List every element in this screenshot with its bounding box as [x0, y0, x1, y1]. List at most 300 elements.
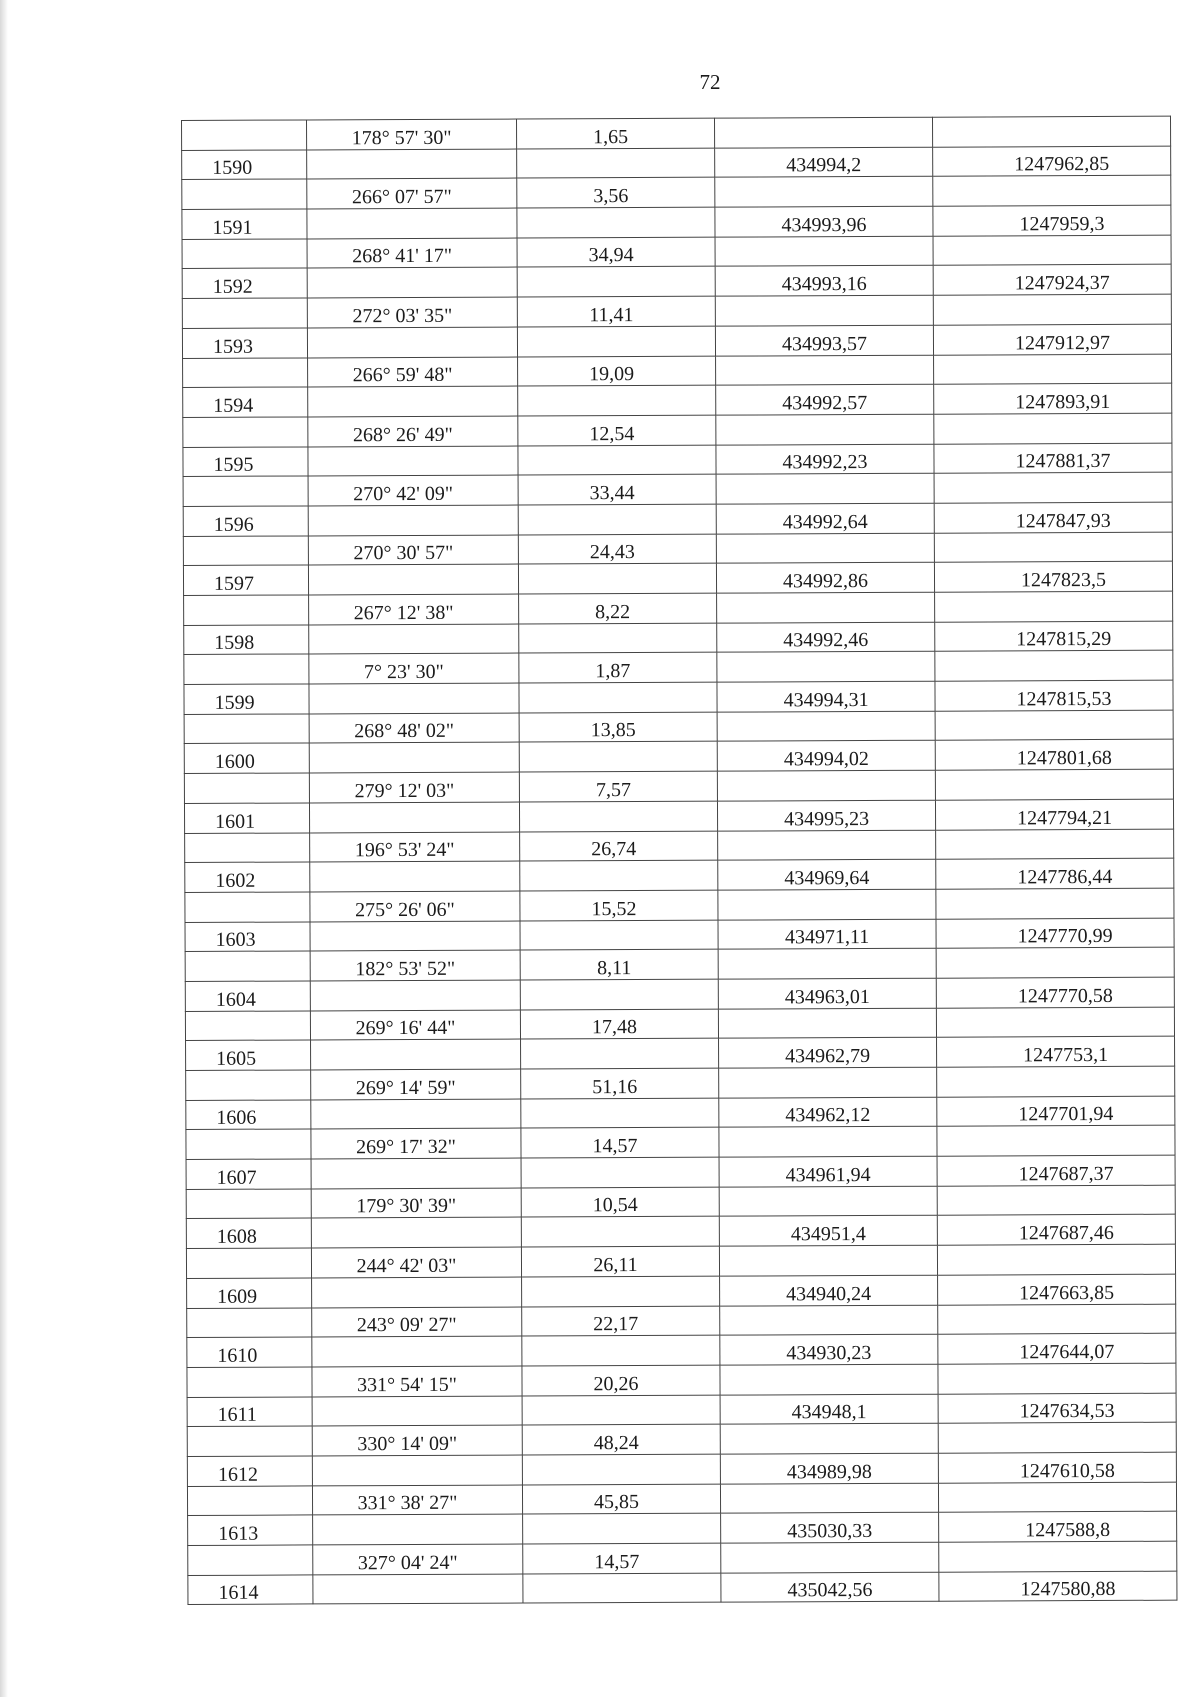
point-row	[186, 1155, 1175, 1189]
distance-cell	[520, 979, 718, 1010]
y-coordinate-cell: 1247634,53	[938, 1393, 1176, 1424]
direction-angle-cell	[308, 446, 518, 477]
distance-cell: 48,24	[522, 1424, 720, 1455]
direction-angle-cell	[311, 1217, 521, 1248]
direction-angle-cell	[313, 1574, 523, 1605]
point-row	[187, 1393, 1176, 1427]
point-row	[183, 502, 1172, 536]
distance-cell: 14,57	[521, 1128, 719, 1159]
point-cell	[185, 1011, 310, 1041]
point-number-cell: 1596	[183, 506, 308, 536]
y-coordinate-cell	[937, 1185, 1175, 1216]
segment-row	[183, 354, 1172, 388]
x-coordinate-cell: 435030,33	[721, 1513, 939, 1544]
distance-cell: 8,22	[519, 593, 717, 624]
coordinates-table-container	[181, 116, 1176, 1606]
y-coordinate-cell	[936, 947, 1174, 978]
y-coordinate-cell	[938, 1482, 1176, 1513]
segment-row	[183, 532, 1172, 566]
y-coordinate-cell	[935, 591, 1173, 622]
y-coordinate-cell	[937, 1126, 1175, 1157]
y-coordinate-cell: 1247687,37	[937, 1155, 1175, 1186]
segment-row	[183, 472, 1172, 506]
y-coordinate-cell	[932, 116, 1170, 147]
x-coordinate-cell: 435042,56	[721, 1572, 939, 1603]
point-row	[186, 1096, 1175, 1130]
distance-cell: 15,52	[520, 890, 718, 921]
x-coordinate-cell: 434962,79	[719, 1038, 937, 1069]
y-coordinate-cell	[936, 1007, 1174, 1038]
segment-row	[186, 1126, 1175, 1160]
direction-angle-cell: 266° 59' 48"	[308, 357, 518, 388]
x-coordinate-cell: 434989,98	[720, 1453, 938, 1484]
distance-cell	[518, 385, 716, 416]
y-coordinate-cell: 1247893,91	[934, 383, 1172, 414]
direction-angle-cell	[310, 980, 520, 1011]
segment-row	[185, 1007, 1174, 1041]
distance-cell	[522, 1276, 720, 1307]
distance-cell	[519, 682, 717, 713]
distance-cell: 51,16	[521, 1068, 719, 1099]
point-cell	[183, 476, 308, 506]
x-coordinate-cell: 434930,23	[720, 1334, 938, 1365]
point-row	[184, 621, 1173, 655]
x-coordinate-cell: 434992,64	[716, 503, 934, 534]
point-row	[183, 383, 1172, 417]
y-coordinate-cell: 1247610,58	[938, 1452, 1176, 1483]
point-number-cell: 1613	[188, 1515, 313, 1545]
page-number: 72	[699, 70, 721, 94]
x-coordinate-cell	[716, 533, 934, 564]
point-cell	[187, 1426, 312, 1456]
direction-angle-cell	[311, 1099, 521, 1130]
segment-row	[187, 1304, 1176, 1338]
point-cell	[182, 120, 307, 150]
distance-cell: 34,94	[517, 237, 715, 268]
direction-angle-cell: 267° 12' 38"	[309, 594, 519, 625]
y-coordinate-cell	[934, 413, 1172, 444]
direction-angle-cell	[311, 1039, 521, 1070]
x-coordinate-cell	[720, 1423, 938, 1454]
direction-angle-cell: 275° 26' 06"	[310, 891, 520, 922]
distance-cell: 26,74	[520, 831, 718, 862]
direction-angle-cell: 243° 09' 27"	[312, 1307, 522, 1338]
distance-cell	[521, 1038, 719, 1069]
point-cell	[183, 417, 308, 447]
y-coordinate-cell: 1247847,93	[934, 502, 1172, 533]
direction-angle-cell	[307, 267, 517, 298]
distance-cell	[521, 1217, 719, 1248]
x-coordinate-cell	[719, 1245, 937, 1276]
distance-cell	[522, 1335, 720, 1366]
distance-cell	[523, 1573, 721, 1604]
point-number-cell: 1590	[182, 150, 307, 180]
direction-angle-cell	[312, 1455, 522, 1486]
distance-cell: 13,85	[519, 712, 717, 743]
distance-cell	[519, 742, 717, 773]
point-cell	[186, 1248, 311, 1278]
point-number-cell: 1592	[182, 268, 307, 298]
segment-row	[186, 1066, 1175, 1100]
x-coordinate-cell	[720, 1305, 938, 1336]
x-coordinate-cell: 434963,01	[718, 978, 936, 1009]
point-row	[185, 918, 1174, 952]
x-coordinate-cell: 434992,57	[716, 384, 934, 415]
y-coordinate-cell: 1247815,29	[935, 621, 1173, 652]
point-cell	[185, 832, 310, 862]
x-coordinate-cell	[717, 592, 935, 623]
direction-angle-cell	[309, 683, 519, 714]
y-coordinate-cell	[937, 1244, 1175, 1275]
point-number-cell: 1598	[184, 625, 309, 655]
direction-angle-cell	[308, 505, 518, 536]
point-number-cell: 1614	[188, 1575, 313, 1605]
point-number-cell: 1611	[187, 1397, 312, 1427]
x-coordinate-cell	[719, 1067, 937, 1098]
direction-angle-cell: 272° 03' 35"	[307, 297, 517, 328]
point-row	[182, 265, 1171, 299]
direction-angle-cell	[313, 1514, 523, 1545]
distance-cell	[521, 1098, 719, 1129]
distance-cell	[520, 860, 718, 891]
distance-cell: 1,65	[516, 118, 714, 149]
y-coordinate-cell	[935, 710, 1173, 741]
y-coordinate-cell	[933, 176, 1171, 207]
x-coordinate-cell: 434969,64	[718, 859, 936, 890]
direction-angle-cell: 269° 14' 59"	[311, 1069, 521, 1100]
direction-angle-cell	[312, 1336, 522, 1367]
direction-angle-cell: 331° 54' 15"	[312, 1366, 522, 1397]
y-coordinate-cell: 1247753,1	[937, 1036, 1175, 1067]
x-coordinate-cell	[721, 1542, 939, 1573]
x-coordinate-cell: 434994,31	[717, 681, 935, 712]
segment-row	[188, 1541, 1177, 1575]
distance-cell	[517, 267, 715, 298]
y-coordinate-cell	[934, 532, 1172, 563]
x-coordinate-cell: 434993,16	[715, 266, 933, 297]
direction-angle-cell	[308, 564, 518, 595]
point-cell	[182, 298, 307, 328]
y-coordinate-cell	[935, 651, 1173, 682]
point-cell	[184, 773, 309, 803]
point-cell	[188, 1545, 313, 1575]
point-number-cell: 1593	[182, 328, 307, 358]
x-coordinate-cell: 434962,12	[719, 1097, 937, 1128]
point-row	[182, 146, 1171, 180]
x-coordinate-cell	[720, 1364, 938, 1395]
direction-angle-cell	[307, 149, 517, 180]
point-number-cell: 1604	[185, 981, 310, 1011]
y-coordinate-cell	[938, 1304, 1176, 1335]
coordinates-table-body	[182, 116, 1177, 1605]
point-row	[184, 799, 1173, 833]
point-number-cell: 1591	[182, 209, 307, 239]
point-cell	[186, 1070, 311, 1100]
segment-row	[187, 1482, 1176, 1516]
x-coordinate-cell	[719, 1186, 937, 1217]
distance-cell: 14,57	[523, 1543, 721, 1574]
y-coordinate-cell: 1247687,46	[937, 1215, 1175, 1246]
distance-cell: 1,87	[519, 653, 717, 684]
point-number-cell: 1595	[183, 447, 308, 477]
point-row	[182, 324, 1171, 358]
x-coordinate-cell: 434948,1	[720, 1394, 938, 1425]
point-number-cell: 1607	[186, 1159, 311, 1189]
point-row	[182, 205, 1171, 239]
distance-cell	[520, 920, 718, 951]
point-cell	[187, 1367, 312, 1397]
x-coordinate-cell: 434971,11	[718, 919, 936, 950]
x-coordinate-cell	[716, 355, 934, 386]
point-row	[186, 1215, 1175, 1249]
distance-cell	[519, 623, 717, 654]
segment-row	[184, 769, 1173, 803]
direction-angle-cell: 268° 26' 49"	[308, 416, 518, 447]
segment-row	[184, 591, 1173, 625]
distance-cell: 24,43	[518, 534, 716, 565]
y-coordinate-cell: 1247823,5	[934, 561, 1172, 592]
direction-angle-cell: 178° 57' 30"	[307, 119, 517, 150]
direction-angle-cell: 196° 53' 24"	[310, 832, 520, 863]
distance-cell	[517, 207, 715, 238]
y-coordinate-cell	[938, 1363, 1176, 1394]
point-row	[185, 977, 1174, 1011]
y-coordinate-cell	[935, 769, 1173, 800]
direction-angle-cell	[309, 802, 519, 833]
direction-angle-cell	[307, 327, 517, 358]
x-coordinate-cell	[714, 117, 932, 148]
distance-cell	[522, 1395, 720, 1426]
y-coordinate-cell	[938, 1422, 1176, 1453]
segment-row	[187, 1422, 1176, 1456]
point-row	[188, 1571, 1177, 1605]
point-number-cell: 1608	[186, 1218, 311, 1248]
distance-cell: 20,26	[522, 1365, 720, 1396]
x-coordinate-cell	[719, 1127, 937, 1158]
x-coordinate-cell: 434992,46	[717, 622, 935, 653]
coordinates-table	[181, 116, 1177, 1606]
y-coordinate-cell	[934, 354, 1172, 385]
point-number-cell: 1606	[186, 1100, 311, 1130]
y-coordinate-cell	[939, 1541, 1177, 1572]
x-coordinate-cell	[716, 414, 934, 445]
x-coordinate-cell	[715, 295, 933, 326]
y-coordinate-cell: 1247701,94	[937, 1096, 1175, 1127]
y-coordinate-cell: 1247924,37	[933, 265, 1171, 296]
x-coordinate-cell	[717, 711, 935, 742]
point-cell	[186, 1129, 311, 1159]
distance-cell	[521, 1157, 719, 1188]
distance-cell	[518, 504, 716, 535]
x-coordinate-cell: 434994,2	[715, 147, 933, 178]
distance-cell	[522, 1454, 720, 1485]
segment-row	[182, 294, 1171, 328]
segment-row	[185, 829, 1174, 863]
point-cell	[184, 595, 309, 625]
point-number-cell: 1594	[183, 387, 308, 417]
x-coordinate-cell: 434951,4	[719, 1216, 937, 1247]
x-coordinate-cell: 434961,94	[719, 1156, 937, 1187]
segment-row	[184, 710, 1173, 744]
direction-angle-cell: 179° 30' 39"	[311, 1188, 521, 1219]
y-coordinate-cell	[934, 472, 1172, 503]
point-number-cell: 1610	[187, 1337, 312, 1367]
x-coordinate-cell	[718, 1008, 936, 1039]
distance-cell	[518, 563, 716, 594]
x-coordinate-cell: 434994,02	[717, 741, 935, 772]
distance-cell: 26,11	[521, 1246, 719, 1277]
x-coordinate-cell	[715, 236, 933, 267]
point-row	[187, 1274, 1176, 1308]
segment-row	[187, 1363, 1176, 1397]
distance-cell: 7,57	[519, 771, 717, 802]
point-cell	[187, 1307, 312, 1337]
point-row	[187, 1333, 1176, 1367]
point-cell	[183, 536, 308, 566]
point-row	[186, 1036, 1175, 1070]
direction-angle-cell	[311, 1158, 521, 1189]
distance-cell: 45,85	[522, 1484, 720, 1515]
distance-cell: 22,17	[522, 1306, 720, 1337]
x-coordinate-cell	[717, 652, 935, 683]
distance-cell: 8,11	[520, 949, 718, 980]
distance-cell: 3,56	[517, 178, 715, 209]
point-cell	[184, 654, 309, 684]
direction-angle-cell	[309, 742, 519, 773]
point-row	[187, 1452, 1176, 1486]
point-cell	[182, 239, 307, 269]
point-number-cell: 1612	[187, 1456, 312, 1486]
segment-row	[185, 888, 1174, 922]
direction-angle-cell: 331° 38' 27"	[312, 1485, 522, 1516]
y-coordinate-cell: 1247815,53	[935, 680, 1173, 711]
x-coordinate-cell: 434993,57	[715, 325, 933, 356]
x-coordinate-cell: 434940,24	[720, 1275, 938, 1306]
y-coordinate-cell	[933, 294, 1171, 325]
direction-angle-cell: 266° 07' 57"	[307, 178, 517, 209]
point-row	[185, 858, 1174, 892]
distance-cell	[523, 1513, 721, 1544]
point-number-cell: 1602	[185, 862, 310, 892]
point-row	[188, 1511, 1177, 1545]
direction-angle-cell	[312, 1396, 522, 1427]
y-coordinate-cell: 1247770,58	[936, 977, 1174, 1008]
y-coordinate-cell: 1247794,21	[935, 799, 1173, 830]
x-coordinate-cell: 434992,23	[716, 444, 934, 475]
direction-angle-cell: 7° 23' 30"	[309, 653, 519, 684]
direction-angle-cell: 279° 12' 03"	[309, 772, 519, 803]
y-coordinate-cell: 1247959,3	[933, 205, 1171, 236]
x-coordinate-cell	[715, 177, 933, 208]
x-coordinate-cell: 434993,96	[715, 206, 933, 237]
point-cell	[186, 1189, 311, 1219]
segment-row	[182, 235, 1171, 269]
point-number-cell: 1601	[184, 803, 309, 833]
point-cell	[183, 357, 308, 387]
y-coordinate-cell: 1247786,44	[936, 858, 1174, 889]
y-coordinate-cell: 1247912,97	[933, 324, 1171, 355]
segment-row	[185, 947, 1174, 981]
distance-cell: 11,41	[517, 296, 715, 327]
y-coordinate-cell: 1247644,07	[938, 1333, 1176, 1364]
distance-cell: 19,09	[518, 356, 716, 387]
direction-angle-cell: 270° 30' 57"	[308, 535, 518, 566]
y-coordinate-cell: 1247881,37	[934, 443, 1172, 474]
direction-angle-cell: 330° 14' 09"	[312, 1425, 522, 1456]
point-cell	[185, 892, 310, 922]
x-coordinate-cell	[718, 948, 936, 979]
direction-angle-cell: 268° 41' 17"	[307, 238, 517, 269]
distance-cell: 33,44	[518, 474, 716, 505]
direction-angle-cell: 327° 04' 24"	[313, 1544, 523, 1575]
point-number-cell: 1609	[187, 1278, 312, 1308]
x-coordinate-cell: 434995,23	[717, 800, 935, 831]
y-coordinate-cell: 1247801,68	[935, 740, 1173, 771]
point-row	[183, 443, 1172, 477]
point-cell	[185, 951, 310, 981]
point-row	[183, 561, 1172, 595]
segment-row	[186, 1244, 1175, 1278]
point-cell	[184, 714, 309, 744]
x-coordinate-cell	[718, 830, 936, 861]
direction-angle-cell	[310, 861, 520, 892]
x-coordinate-cell	[718, 889, 936, 920]
distance-cell	[518, 445, 716, 476]
point-number-cell: 1597	[183, 565, 308, 595]
y-coordinate-cell	[936, 888, 1174, 919]
y-coordinate-cell: 1247580,88	[939, 1571, 1177, 1602]
y-coordinate-cell: 1247770,99	[936, 918, 1174, 949]
direction-angle-cell: 269° 16' 44"	[310, 1010, 520, 1041]
distance-cell	[517, 148, 715, 179]
point-cell	[187, 1486, 312, 1516]
segment-row	[183, 413, 1172, 447]
point-cell	[182, 179, 307, 209]
direction-angle-cell: 268° 48' 02"	[309, 713, 519, 744]
direction-angle-cell	[312, 1277, 522, 1308]
distance-cell: 12,54	[518, 415, 716, 446]
point-number-cell: 1605	[186, 1040, 311, 1070]
direction-angle-cell	[310, 921, 520, 952]
y-coordinate-cell: 1247962,85	[933, 146, 1171, 177]
point-number-cell: 1600	[184, 743, 309, 773]
x-coordinate-cell	[717, 770, 935, 801]
direction-angle-cell: 269° 17' 32"	[311, 1128, 521, 1159]
y-coordinate-cell	[937, 1066, 1175, 1097]
x-coordinate-cell: 434992,86	[716, 563, 934, 594]
point-number-cell: 1599	[184, 684, 309, 714]
y-coordinate-cell: 1247588,8	[939, 1511, 1177, 1542]
point-row	[184, 740, 1173, 774]
segment-row	[184, 651, 1173, 685]
segment-row	[182, 176, 1171, 210]
distance-cell	[519, 801, 717, 832]
x-coordinate-cell	[716, 473, 934, 504]
point-row	[184, 680, 1173, 714]
distance-cell	[517, 326, 715, 357]
y-coordinate-cell	[933, 235, 1171, 266]
direction-angle-cell: 244° 42' 03"	[311, 1247, 521, 1278]
direction-angle-cell: 270° 42' 09"	[308, 475, 518, 506]
direction-angle-cell	[307, 208, 517, 239]
y-coordinate-cell: 1247663,85	[938, 1274, 1176, 1305]
direction-angle-cell	[308, 386, 518, 417]
direction-angle-cell	[309, 624, 519, 655]
distance-cell: 17,48	[520, 1009, 718, 1040]
y-coordinate-cell	[936, 829, 1174, 860]
scan-edge-shadow	[0, 0, 8, 1697]
point-number-cell: 1603	[185, 922, 310, 952]
